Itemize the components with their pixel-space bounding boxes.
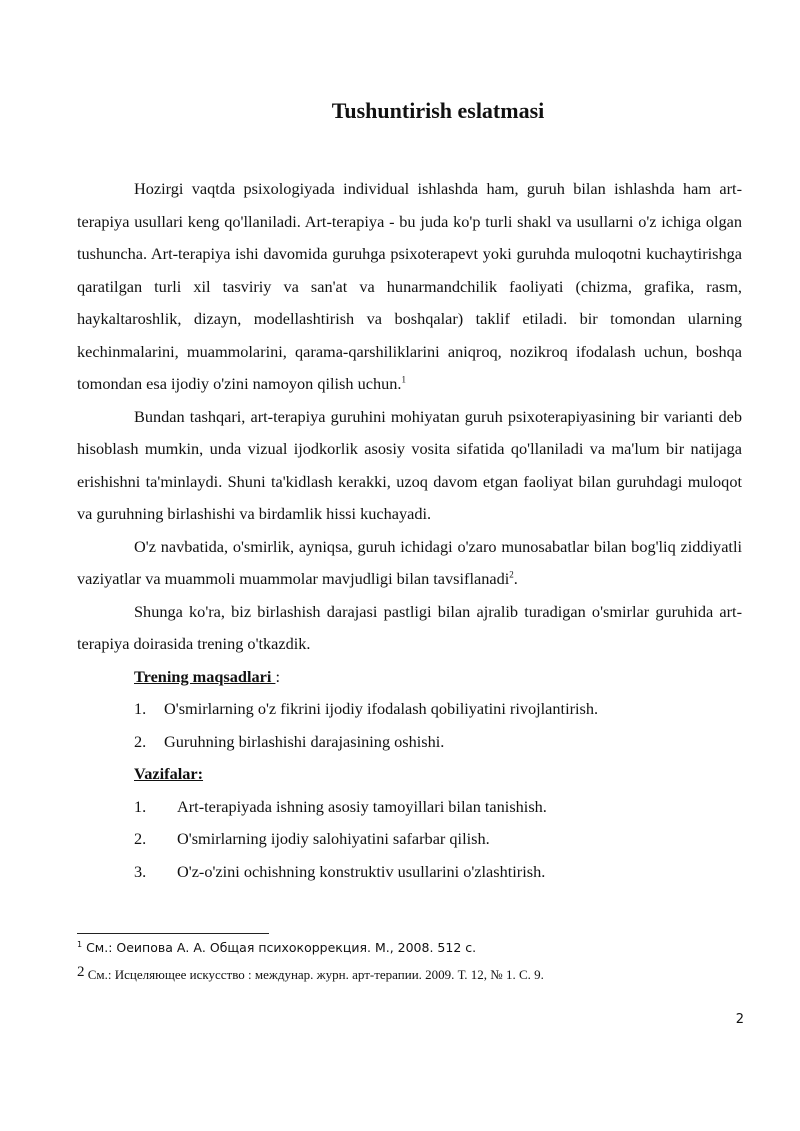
list-text: O'z-o'zini ochishning konstruktiv usullarini o'zlashtirish.: [177, 861, 546, 881]
tasks-list: [77, 791, 742, 889]
list-text: O'smirlarning o'z fikrini ijodiy ifodalash qobiliyatini rivojlantirish.: [164, 699, 599, 718]
tasks-heading: [77, 758, 742, 791]
page-number: 2: [735, 1012, 744, 1027]
list-number: 2.: [134, 731, 147, 751]
goals-heading-text: Trening maqsadlari: [134, 666, 276, 686]
list-item: [77, 693, 742, 726]
footnote-mark-1: 1: [77, 939, 83, 949]
list-number: 1.: [134, 796, 147, 816]
footnote-ref-1[interactable]: 1: [401, 374, 406, 385]
paragraph-3-text: O'z navbatida, o'smirlik, ayniqsa, guruh ichidagi o'zaro munosabatlar bilan bog'liq ziddiyatli vaziyatlar va muammoli muammolar mavjudligi bilan tavsiflanadi: [77, 536, 742, 588]
paragraph-2: Bundan tashqari, art-terapiya guruhini mohiyatan guruh psixoterapiyasining bir varianti deb hisoblash mumkin, unda vizual ijodkorlik asosiy vosita sifatida qo'llaniladi va ma'lum bir natijaga erishishni ta'minlaydi. Shuni ta'kidlash kerakki, uzoq davom etgan faoliyat bilan guruhdagi muloqot va guruhning birlashishi va birdamlik hissi kuchayadi.: [77, 406, 742, 523]
list-item: [77, 823, 742, 856]
footnote-2-text: См.: Исцеляющее искусство : междунар. журн. арт-терапии. 2009. Т. 12, № 1. С. 9.: [84, 967, 544, 982]
paragraph-4: Shunga ko'ra, biz birlashish darajasi pastligi bilan ajralib turadigan o'smirlar guruhida art-terapiya doirasida trening o'tkazdik.: [77, 601, 742, 653]
paragraph-1: [77, 173, 742, 401]
paragraph-1-text: Hozirgi vaqtda psixologiyada individual ishlashda ham, guruh bilan ishlashda ham art-terapiya usullari keng qo'llaniladi. Art-terapiya - bu juda ko'p turli shakl va usullarni o'z ichiga olgan tushuncha. Art-terapiya ishi davomida guruhga psixoterapevt yoki guruhda muloqotni kuchaytirishga qaratilgan turli xil tasviriy va san'at va hunarmandchilik faoliyati (chizma, grafika, rasm, haykaltaroshlik, dizayn, modellashtirish va boshqalar) taklif etiladi. bir tomondan ularning kechinmalarini, muammolarini, qarama-qarshiliklarini aniqroq, nozikroq ifodalash uchun, boshqa tomondan esa ijodiy o'zini namoyon qilish uchun.: [77, 179, 742, 393]
footnote-ref-2[interactable]: 2: [509, 569, 514, 580]
list-item: [77, 856, 742, 889]
footnote-2: [77, 964, 544, 983]
footnote-mark-2: 2: [77, 964, 85, 980]
paragraph-3: O'z navbatida, o'smirlik, ayniqsa, guruh ichidagi o'zaro munosabatlar bilan bog'liq ziddiyatli vaziyatlar va muammoli muammolar mavjudligi bilan tavsiflanadi$^2$.: [77, 536, 742, 588]
list-item: [77, 726, 742, 759]
list-number: 2.: [134, 829, 147, 848]
list-text: Guruhning birlashishi darajasining oshishi.: [164, 731, 445, 751]
goals-heading: [77, 661, 742, 694]
tasks-heading-text: Vazifalar:: [134, 764, 204, 783]
list-text: O'smirlarning ijodiy salohiyatini safarbar qilish.: [177, 829, 490, 848]
page-title: Tushuntirish eslatmasi: [331, 98, 545, 123]
goals-heading-colon: :: [275, 666, 280, 686]
footnote-divider: [77, 933, 269, 934]
footnote-1-text: См.: Оеипова А. А. Общая психокоррекция. М., 2008. 512 с.: [82, 940, 477, 955]
list-number: 1.: [134, 699, 147, 718]
document-body: [77, 173, 742, 888]
list-item: [77, 791, 742, 824]
list-number: 3.: [134, 861, 147, 881]
footnote-1: [77, 940, 476, 955]
list-text: Art-terapiyada ishning asosiy tamoyillari bilan tanishish.: [177, 796, 547, 816]
goals-list: [77, 693, 742, 758]
